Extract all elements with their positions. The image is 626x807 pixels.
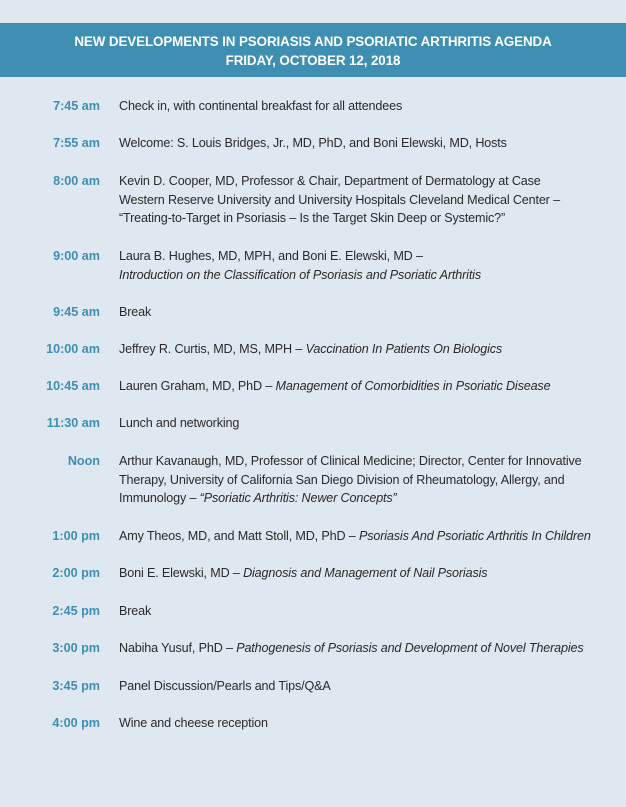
session-speaker-text: Break <box>119 305 152 319</box>
agenda-time: 11:30 am <box>46 416 100 430</box>
session-title: Diagnosis and Management of Nail Psoriasis <box>243 566 488 580</box>
session-title: Vaccination In Patients On Biologics <box>305 342 503 356</box>
agenda-time: 9:45 am <box>53 305 100 319</box>
session-speaker-text: Wine and cheese reception <box>119 716 268 730</box>
agenda-description <box>119 303 599 322</box>
agenda-description <box>119 414 599 433</box>
agenda-time: 7:55 am <box>53 136 100 150</box>
agenda-description-line <box>119 134 599 153</box>
agenda-description <box>119 247 599 284</box>
agenda-description-line <box>119 489 599 508</box>
agenda-description-line <box>119 714 599 733</box>
session-speaker-text: Welcome: S. Louis Bridges, Jr., MD, PhD, and Boni Elewski, MD, Hosts <box>119 136 507 150</box>
agenda-time: 4:00 pm <box>52 716 100 730</box>
agenda-time: 10:00 am <box>46 342 100 356</box>
agenda-time: 7:45 am <box>53 99 100 113</box>
session-title: Pathogenesis of Psoriasis and Development of Novel Therapies <box>236 641 584 655</box>
session-speaker-text: Western Reserve University and University Hospitals Cleveland Medical Center – <box>119 192 560 207</box>
session-speaker-text: Lauren Graham, MD, PhD – <box>119 379 276 393</box>
agenda-time: Noon <box>67 454 100 468</box>
agenda-description-line <box>119 602 599 621</box>
agenda-time: 10:45 am <box>46 379 100 393</box>
agenda-description-line <box>119 471 599 490</box>
session-speaker-text: Immunology – <box>119 491 200 505</box>
agenda-description-line <box>119 377 599 396</box>
session-speaker-text: Panel Discussion/Pearls and Tips/Q&A <box>119 679 331 693</box>
agenda-description <box>119 452 599 508</box>
session-speaker-text: Arthur Kavanaugh, MD, Professor of Clinical Medicine; Director, Center for Innovative <box>119 454 582 468</box>
agenda-description-line <box>119 414 599 433</box>
agenda-description-line <box>119 209 599 228</box>
agenda-header <box>0 23 626 77</box>
session-speaker-text: Kevin D. Cooper, MD, Professor & Chair, Department of Dermatology at Case <box>119 174 541 188</box>
agenda-date: FRIDAY, OCTOBER 12, 2018 <box>225 53 401 68</box>
agenda-description <box>119 172 599 228</box>
agenda-description <box>119 134 599 153</box>
agenda-description-line <box>119 564 599 583</box>
agenda-description-line <box>119 639 599 658</box>
agenda-time: 8:00 am <box>53 174 100 188</box>
agenda-description-line <box>119 191 599 210</box>
agenda-time: 2:45 pm <box>52 604 100 618</box>
session-speaker-text: Therapy, University of California San Diego Division of Rheumatology, Allergy, and <box>119 472 565 487</box>
session-speaker-text: Lunch and networking <box>119 416 240 430</box>
agenda-description-line <box>119 266 599 285</box>
session-speaker-text: “Treating-to-Target in Psoriasis – Is the Target Skin Deep or Systemic?” <box>119 211 506 225</box>
agenda-description <box>119 97 599 116</box>
agenda-description <box>119 340 599 359</box>
agenda-description <box>119 602 599 621</box>
session-speaker-text: Amy Theos, MD, and Matt Stoll, MD, PhD – <box>119 529 359 543</box>
agenda-time: 9:00 am <box>53 249 100 263</box>
agenda-title: NEW DEVELOPMENTS IN PSORIASIS AND PSORIATIC ARTHRITIS AGENDA <box>74 34 552 49</box>
agenda-description-line <box>119 247 599 266</box>
session-title: Psoriasis And Psoriatic Arthritis In Children <box>358 529 591 543</box>
session-speaker-text: Break <box>119 604 152 618</box>
session-title: “Psoriatic Arthritis: Newer Concepts” <box>199 491 397 505</box>
agenda-description-line <box>119 527 599 546</box>
agenda-description <box>119 377 599 396</box>
session-speaker-text: Boni E. Elewski, MD – <box>119 566 244 580</box>
agenda-description-line <box>119 172 599 191</box>
agenda-description-line <box>119 340 599 359</box>
session-speaker-text: Check in, with continental breakfast for all attendees <box>119 99 403 113</box>
session-title: Introduction on the Classification of Psoriasis and Psoriatic Arthritis <box>119 267 481 282</box>
session-title: Management of Comorbidities in Psoriatic Disease <box>275 379 551 393</box>
agenda-time: 1:00 pm <box>52 529 100 543</box>
agenda-description-line <box>119 303 599 322</box>
agenda-description <box>119 639 599 658</box>
agenda-description-line <box>119 97 599 116</box>
agenda-time: 3:45 pm <box>52 679 100 693</box>
agenda-description-line <box>119 677 599 696</box>
agenda-description <box>119 564 599 583</box>
agenda-description <box>119 714 599 733</box>
agenda-description <box>119 527 599 546</box>
agenda-time: 3:00 pm <box>52 641 100 655</box>
session-speaker-text: Jeffrey R. Curtis, MD, MS, MPH – <box>119 342 306 356</box>
agenda-description-line <box>119 452 599 471</box>
agenda-description <box>119 677 599 696</box>
session-speaker-text: Laura B. Hughes, MD, MPH, and Boni E. Elewski, MD – <box>119 249 423 263</box>
agenda-time: 2:00 pm <box>52 566 100 580</box>
session-speaker-text: Nabiha Yusuf, PhD – <box>119 641 237 655</box>
